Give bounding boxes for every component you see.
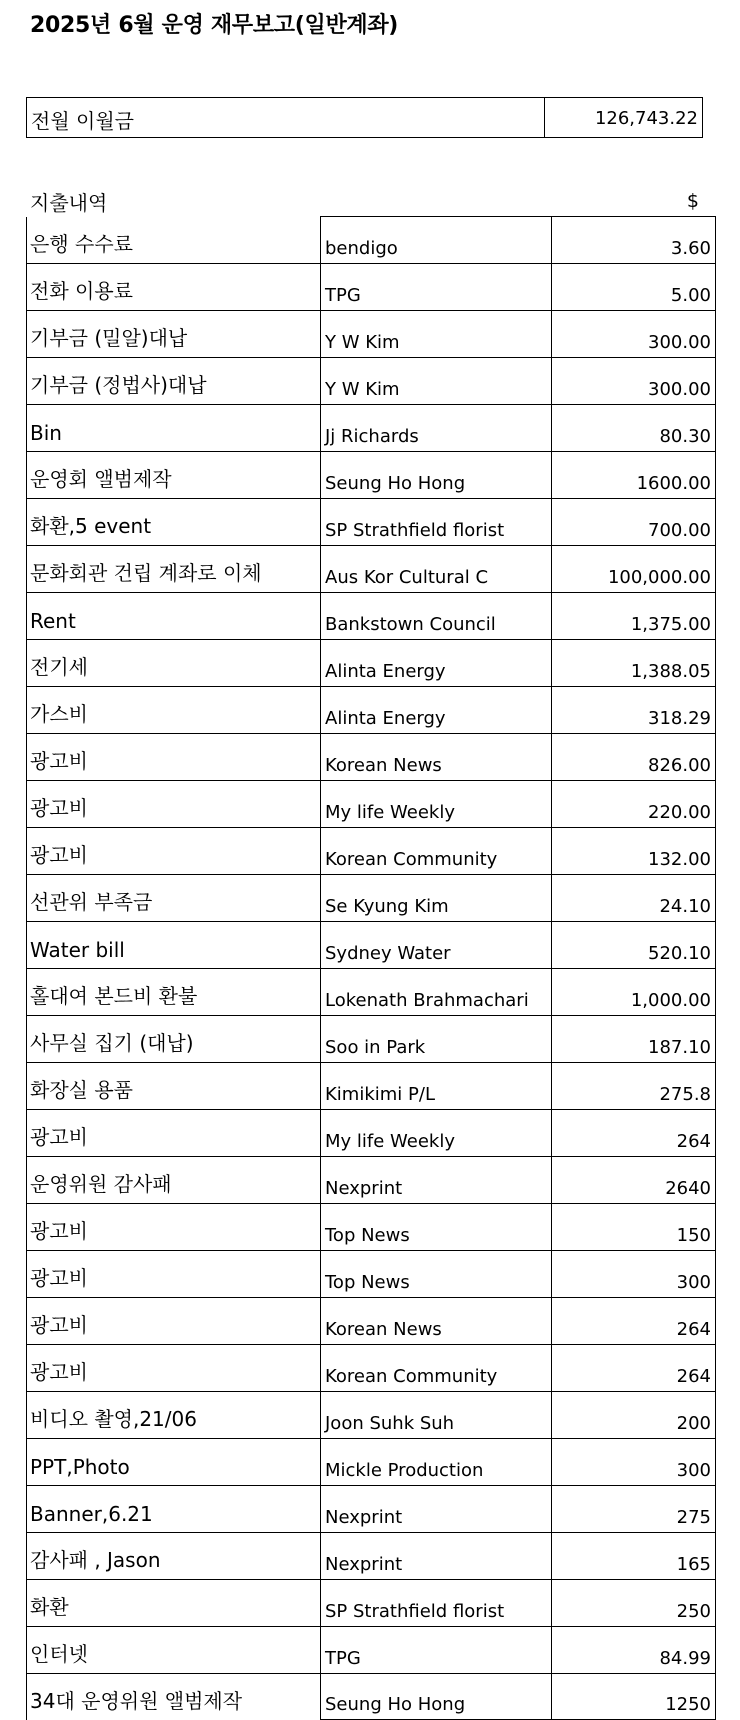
expenses-table-body bbox=[27, 217, 716, 1720]
expense-amount: 318.29 bbox=[552, 686, 716, 733]
expense-payee: SP Strathfield florist bbox=[321, 1579, 552, 1626]
expense-amount: 2640 bbox=[552, 1156, 716, 1203]
expense-payee: Top News bbox=[321, 1250, 552, 1297]
table-row bbox=[27, 217, 716, 264]
expense-amount: 300.00 bbox=[552, 310, 716, 357]
expense-amount: 1,375.00 bbox=[552, 592, 716, 639]
expense-payee: Sydney Water bbox=[321, 921, 552, 968]
expense-amount: 264 bbox=[552, 1297, 716, 1344]
expense-description: 광고비 bbox=[27, 1344, 321, 1391]
table-row bbox=[27, 1203, 716, 1250]
expense-amount: 187.10 bbox=[552, 1015, 716, 1062]
expense-payee: My life Weekly bbox=[321, 1109, 552, 1156]
expense-amount: 200 bbox=[552, 1391, 716, 1438]
table-row bbox=[27, 1673, 716, 1720]
expense-payee: Y W Kim bbox=[321, 357, 552, 404]
expense-amount: 300 bbox=[552, 1438, 716, 1485]
expense-description: 사무실 집기 (대납) bbox=[27, 1015, 321, 1062]
expense-amount: 100,000.00 bbox=[552, 545, 716, 592]
expense-payee: Joon Suhk Suh bbox=[321, 1391, 552, 1438]
expense-payee: Jj Richards bbox=[321, 404, 552, 451]
expense-amount: 3.60 bbox=[552, 217, 716, 264]
expense-payee: Top News bbox=[321, 1203, 552, 1250]
expense-payee: Kimikimi P/L bbox=[321, 1062, 552, 1109]
expenses-label: 지출내역 bbox=[30, 191, 108, 215]
expense-description: 홀대여 본드비 환불 bbox=[27, 968, 321, 1015]
expense-payee: Nexprint bbox=[321, 1532, 552, 1579]
table-row bbox=[27, 1062, 716, 1109]
expense-amount: 1250 bbox=[552, 1673, 716, 1720]
expense-payee: Aus Kor Cultural C bbox=[321, 545, 552, 592]
table-row bbox=[27, 404, 716, 451]
expense-amount: 275 bbox=[552, 1485, 716, 1532]
table-row bbox=[27, 592, 716, 639]
expense-payee: SP Strathfield florist bbox=[321, 498, 552, 545]
expense-payee: Korean News bbox=[321, 733, 552, 780]
expense-description: 화장실 용품 bbox=[27, 1062, 321, 1109]
expense-payee: Se Kyung Kim bbox=[321, 874, 552, 921]
table-row bbox=[27, 1391, 716, 1438]
expense-amount: 165 bbox=[552, 1532, 716, 1579]
expense-description: 광고비 bbox=[27, 1109, 321, 1156]
expense-amount: 300 bbox=[552, 1250, 716, 1297]
expense-payee: Y W Kim bbox=[321, 310, 552, 357]
expense-payee: TPG bbox=[321, 1626, 552, 1673]
expense-description: 운영위원 감사패 bbox=[27, 1156, 321, 1203]
expense-description: 전화 이용료 bbox=[27, 263, 321, 310]
table-row bbox=[27, 1344, 716, 1391]
expense-amount: 250 bbox=[552, 1579, 716, 1626]
expense-amount: 700.00 bbox=[552, 498, 716, 545]
table-row bbox=[27, 780, 716, 827]
expense-amount: 275.8 bbox=[552, 1062, 716, 1109]
table-row bbox=[27, 1438, 716, 1485]
expense-amount: 520.10 bbox=[552, 921, 716, 968]
expense-amount: 1,000.00 bbox=[552, 968, 716, 1015]
table-row bbox=[27, 451, 716, 498]
expense-payee: Korean News bbox=[321, 1297, 552, 1344]
expense-payee: bendigo bbox=[321, 217, 552, 264]
expenses-header bbox=[26, 180, 703, 216]
table-row bbox=[27, 1579, 716, 1626]
expense-payee: Nexprint bbox=[321, 1485, 552, 1532]
expense-description: Water bill bbox=[27, 921, 321, 968]
expense-payee: Seung Ho Hong bbox=[321, 1673, 552, 1720]
expense-amount: 132.00 bbox=[552, 827, 716, 874]
previous-balance-label: 전월 이월금 bbox=[31, 109, 134, 133]
expense-amount: 80.30 bbox=[552, 404, 716, 451]
expenses-table bbox=[26, 216, 716, 1720]
expense-description: 기부금 (밀알)대납 bbox=[27, 310, 321, 357]
expense-payee: TPG bbox=[321, 263, 552, 310]
expense-description: PPT,Photo bbox=[27, 1438, 321, 1485]
expense-payee: Lokenath Brahmachari bbox=[321, 968, 552, 1015]
table-row bbox=[27, 1626, 716, 1673]
table-row bbox=[27, 1156, 716, 1203]
expense-amount: 84.99 bbox=[552, 1626, 716, 1673]
table-row bbox=[27, 357, 716, 404]
expense-description: 광고비 bbox=[27, 733, 321, 780]
expense-description: 광고비 bbox=[27, 1297, 321, 1344]
expense-payee: My life Weekly bbox=[321, 780, 552, 827]
expense-payee: Korean Community bbox=[321, 1344, 552, 1391]
expense-description: 광고비 bbox=[27, 827, 321, 874]
table-row bbox=[27, 498, 716, 545]
table-row bbox=[27, 1297, 716, 1344]
previous-balance-value: 126,743.22 bbox=[594, 108, 698, 129]
expense-payee: Alinta Energy bbox=[321, 639, 552, 686]
table-row bbox=[27, 874, 716, 921]
expense-description: 운영회 앨범제작 bbox=[27, 451, 321, 498]
expense-description: Rent bbox=[27, 592, 321, 639]
expense-payee: Bankstown Council bbox=[321, 592, 552, 639]
table-row bbox=[27, 1109, 716, 1156]
expense-amount: 300.00 bbox=[552, 357, 716, 404]
expense-description: 광고비 bbox=[27, 1203, 321, 1250]
table-row bbox=[27, 639, 716, 686]
expense-description: 감사패 , Jason bbox=[27, 1532, 321, 1579]
expense-description: Banner,6.21 bbox=[27, 1485, 321, 1532]
expense-amount: 5.00 bbox=[552, 263, 716, 310]
expense-amount: 264 bbox=[552, 1344, 716, 1391]
expense-amount: 220.00 bbox=[552, 780, 716, 827]
expense-payee: Alinta Energy bbox=[321, 686, 552, 733]
expense-description: 화환,5 event bbox=[27, 498, 321, 545]
expense-description: 화환 bbox=[27, 1579, 321, 1626]
expense-payee: Soo in Park bbox=[321, 1015, 552, 1062]
expense-payee: Seung Ho Hong bbox=[321, 451, 552, 498]
expense-description: 비디오 촬영,21/06 bbox=[27, 1391, 321, 1438]
table-row bbox=[27, 733, 716, 780]
expense-description: 광고비 bbox=[27, 780, 321, 827]
expense-amount: 826.00 bbox=[552, 733, 716, 780]
column-divider bbox=[544, 98, 545, 137]
expense-description: 기부금 (정법사)대납 bbox=[27, 357, 321, 404]
expense-payee: Nexprint bbox=[321, 1156, 552, 1203]
table-row bbox=[27, 686, 716, 733]
expense-description: 광고비 bbox=[27, 1250, 321, 1297]
table-row bbox=[27, 827, 716, 874]
table-row bbox=[27, 968, 716, 1015]
expense-amount: 264 bbox=[552, 1109, 716, 1156]
table-row bbox=[27, 263, 716, 310]
table-row bbox=[27, 1485, 716, 1532]
expense-amount: 150 bbox=[552, 1203, 716, 1250]
previous-balance-box bbox=[26, 97, 703, 138]
expense-description: 전기세 bbox=[27, 639, 321, 686]
expense-description: 34대 운영위원 앨범제작 bbox=[27, 1673, 321, 1720]
report-title: 2025년 6월 운영 재무보고(일반계좌) bbox=[30, 13, 399, 38]
table-row bbox=[27, 1532, 716, 1579]
table-row bbox=[27, 310, 716, 357]
expense-description: Bin bbox=[27, 404, 321, 451]
expense-description: 가스비 bbox=[27, 686, 321, 733]
expense-payee: Korean Community bbox=[321, 827, 552, 874]
expense-description: 선관위 부족금 bbox=[27, 874, 321, 921]
table-row bbox=[27, 921, 716, 968]
expense-description: 인터넷 bbox=[27, 1626, 321, 1673]
table-row bbox=[27, 1250, 716, 1297]
table-row bbox=[27, 545, 716, 592]
expense-description: 문화회관 건립 계좌로 이체 bbox=[27, 545, 321, 592]
expense-amount: 1600.00 bbox=[552, 451, 716, 498]
expense-amount: 24.10 bbox=[552, 874, 716, 921]
expense-description: 은행 수수료 bbox=[27, 217, 321, 264]
expense-payee: Mickle Production bbox=[321, 1438, 552, 1485]
table-row bbox=[27, 1015, 716, 1062]
currency-symbol: $ bbox=[686, 190, 699, 212]
expense-amount: 1,388.05 bbox=[552, 639, 716, 686]
